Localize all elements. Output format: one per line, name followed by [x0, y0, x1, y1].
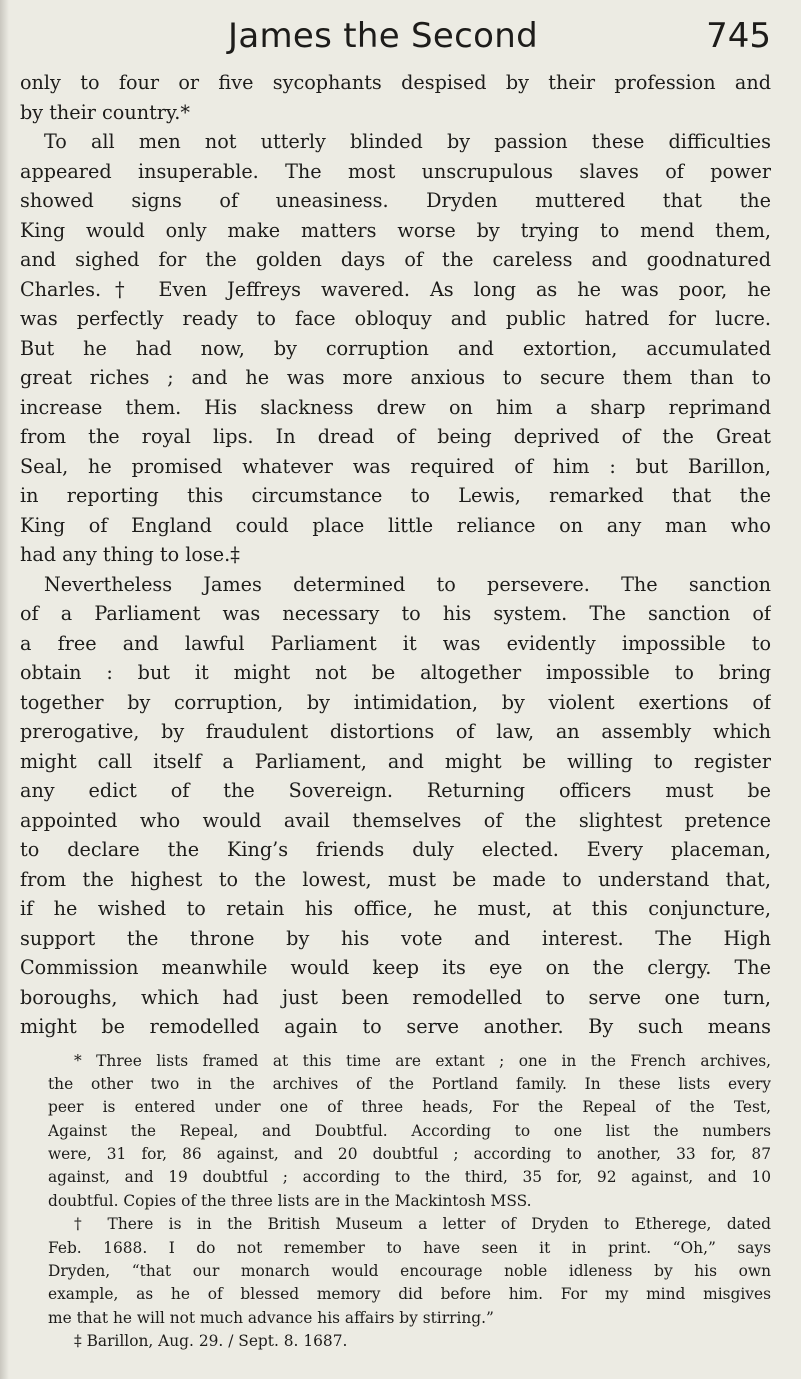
text-line: King would only make matters worse by trying to mend them, [20, 218, 771, 242]
text-line: boroughs, which had just been remodelled to serve one turn, [20, 985, 771, 1009]
text-line: But he had now, by corruption and extortion, accumulated [20, 336, 771, 360]
footnote-line: Feb. 1688. I do not remember to have seen it in print. “Oh,” says [48, 1238, 771, 1257]
footnote-line: † There is in the British Museum a letter of Dryden to Etherege, dated [74, 1215, 771, 1234]
page-header [20, 16, 771, 68]
text-line: and sighed for the golden days of the careless and goodnatured [20, 248, 771, 271]
footnote-line: doubtful. Copies of the three lists are in the Mackintosh MSS. [48, 1191, 532, 1210]
footnote-line: Dryden, “that our monarch would encourage noble idleness by his own [48, 1262, 771, 1281]
text-line: obtain : but it might not be altogether impossible to bring [20, 661, 771, 684]
text-line: from the highest to the lowest, must be made to understand that, [20, 867, 771, 891]
footnote-line: peer is entered under one of three heads, For the Repeal of the Test, [48, 1098, 771, 1117]
main-text [20, 68, 771, 1042]
text-line: prerogative, by fraudulent distortions of law, an assembly which [20, 720, 771, 743]
text-line: Seal, he promised whatever was required of him : but Barillon, [20, 454, 771, 478]
text-line: increase them. His slackness drew on him a sharp reprimand [20, 395, 771, 419]
text-line: King of England could place little reliance on any man who [20, 513, 771, 537]
text-line: by their country.* [20, 100, 190, 124]
text-line: support the throne by his vote and interest. The High [20, 926, 771, 950]
footnote-line: * Three lists framed at this time are extant ; one in the French archives, [74, 1051, 771, 1070]
text-line: if he wished to retain his office, he must, at this conjuncture, [20, 897, 771, 920]
running-title: James the Second [228, 16, 538, 56]
text-line: had any thing to lose.‡ [20, 543, 240, 566]
footnote-line: were, 31 for, 86 against, and 20 doubtful ; according to another, 33 for, 87 [48, 1145, 771, 1164]
text-line: appointed who would avail themselves of the slightest pretence [20, 808, 771, 832]
text-line: in reporting this circumstance to Lewis, remarked that the [20, 484, 771, 507]
text-line: might be remodelled again to serve another. By such means [20, 1015, 771, 1038]
footnotes [20, 1050, 771, 1354]
footnote-line: against, and 19 doubtful ; according to the third, 35 for, 92 against, and 10 [48, 1168, 771, 1187]
footnote-line: ‡ Barillon, Aug. 29. / Sept. 8. 1687. [74, 1332, 348, 1351]
text-line: Commission meanwhile would keep its eye on the clergy. The [20, 956, 771, 979]
text-line: to declare the King’s friends duly elected. Every placeman, [20, 838, 771, 861]
text-line: might call itself a Parliament, and might be willing to register [20, 749, 771, 773]
text-line: only to four or five sycophants despised by their profession and [20, 71, 771, 94]
text-line: from the royal lips. In dread of being deprived of the Great [20, 425, 771, 448]
text-line: appeared insuperable. The most unscrupulous slaves of power [20, 159, 771, 183]
text-line: a free and lawful Parliament it was evidently impossible to [20, 631, 771, 655]
text-line: Charles.† Even Jeffreys wavered. As long as he was poor, he [20, 277, 771, 301]
footnote-line: Against the Repeal, and Doubtful. According to one list the numbers [48, 1121, 771, 1140]
footnote-line: example, as he of blessed memory did before him. For my mind misgives [48, 1285, 771, 1304]
page-number: 745 [706, 16, 771, 56]
text-line: showed signs of uneasiness. Dryden muttered that the [20, 189, 771, 212]
text-line: To all men not utterly blinded by passion these difficulties [44, 130, 771, 153]
text-line: Nevertheless James determined to persevere. The sanction [44, 572, 771, 596]
text-line: of a Parliament was necessary to his system. The sanction of [20, 602, 771, 625]
text-line: together by corruption, by intimidation, by violent exertions of [20, 690, 771, 714]
text-line: great riches ; and he was more anxious to secure them than to [20, 366, 771, 389]
text-line: any edict of the Sovereign. Returning officers must be [20, 779, 771, 802]
footnote-line: the other two in the archives of the Portland family. In these lists every [48, 1074, 771, 1093]
footnote-line: me that he will not much advance his affairs by stirring.” [48, 1308, 494, 1327]
text-line: was perfectly ready to face obloquy and public hatred for lucre. [20, 307, 771, 330]
